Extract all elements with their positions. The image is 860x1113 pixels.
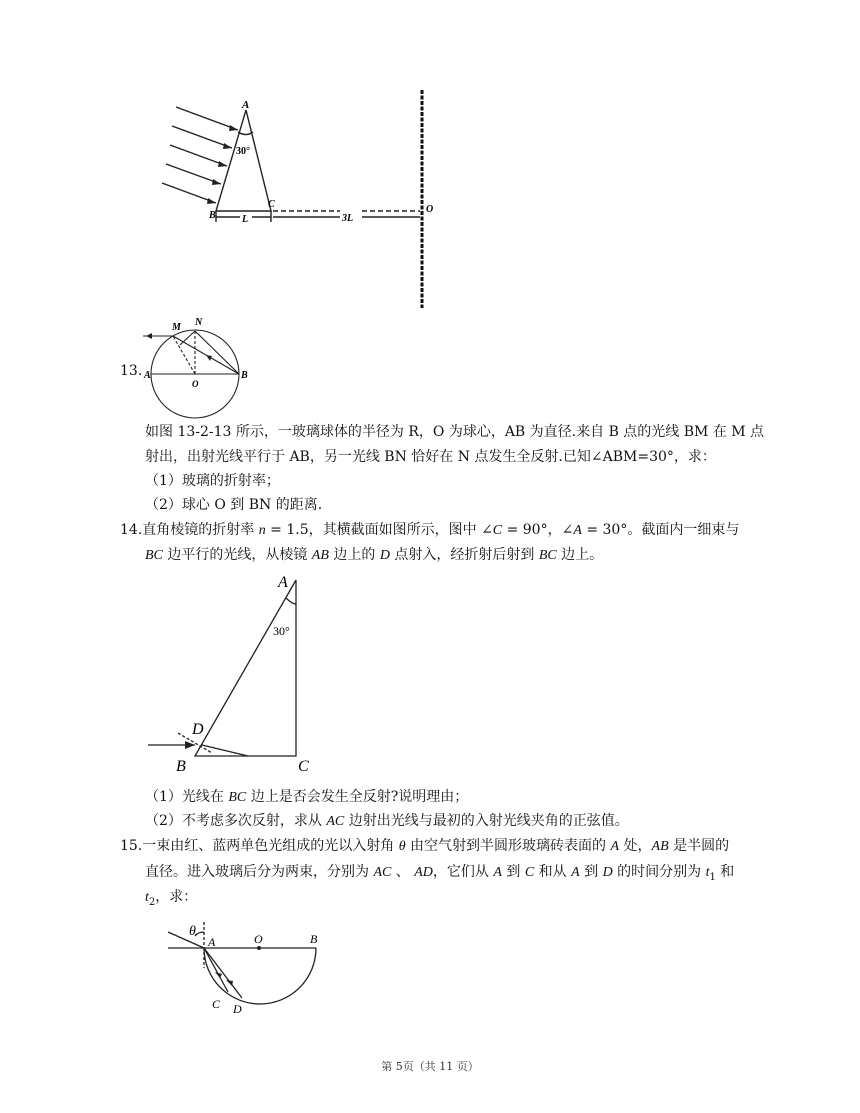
q14-label-B: B (176, 758, 186, 775)
prism-screen-figure (150, 80, 450, 315)
q14-label-C: C (298, 758, 309, 775)
prism-label-O: O (426, 204, 434, 215)
q13-label-M: M (172, 322, 181, 333)
q15-label-B: B (310, 932, 318, 946)
prism-label-A: A (242, 99, 250, 111)
q13-number: 13. (120, 363, 143, 379)
prism-label-L: L (242, 214, 249, 225)
q15-semicircle-figure (160, 918, 335, 1018)
q15-line2: 直径。进入玻璃后分为两束，分别为 AC 、 AD，它们从 A 到 C 和从 A 到 D 的时间分别为 $t_1$ 和 (145, 864, 735, 883)
prism-label-C: C (268, 199, 275, 210)
q14-label-A: A (278, 574, 288, 591)
q13-sphere-figure (140, 312, 255, 422)
q13-label-B: B (241, 370, 248, 381)
q14-sub2: （2）不考虑多次反射，求从 AC 边射出光线与最初的入射光线夹角的正弦值。 (145, 813, 629, 829)
q14-sub1: （1）光线在 BC 边上是否会发生全反射?说明理由； (145, 789, 469, 805)
page-footer: 第 5页（共 11 页） (381, 1060, 479, 1073)
prism-angle: 30° (236, 146, 250, 157)
q13-line2: 射出，出射光线平行于 AB，另一光线 BN 恰好在 N 点发生全反射.已知∠ABM=30°，求： (145, 449, 716, 465)
prism-label-B: B (209, 210, 216, 221)
q14-number: 14. (120, 522, 143, 538)
q13-label-A: A (144, 370, 151, 381)
q15-line3: $t_2$，求： (145, 889, 198, 908)
q13-label-N: N (195, 317, 203, 328)
q15-label-D: D (233, 1002, 242, 1016)
q14-triangle-figure (140, 570, 330, 780)
q14-angle: 30° (273, 624, 290, 638)
q15-label-C: C (212, 997, 221, 1011)
q13-label-O: O (192, 379, 199, 389)
q15-number: 15. (120, 838, 143, 854)
q15-label-A: A (208, 935, 216, 949)
q13-line1: 如图 13-2-13 所示，一玻璃球体的半径为 R，O 为球心，AB 为直径.来自 B 点的光线 BM 在 M 点 (145, 424, 765, 440)
q15-label-O: O (254, 932, 263, 946)
prism-label-3L: 3L (342, 213, 354, 224)
q15-line1: 15.一束由红、蓝两单色光组成的光以入射角 θ 由空气射到半圆形玻璃砖表面的 A 处，AB 是半圆的 (120, 838, 730, 854)
q13-sub2: （2）球心 O 到 BN 的距离. (145, 497, 323, 513)
q14-line1: 14.直角棱镜的折射率 n = 1.5，其横截面如图所示，图中 ∠C = 90°，∠A = 30°。截面内一细束与 (120, 522, 740, 538)
q14-line2: BC 边平行的光线，从棱镜 AB 边上的 D 点射入，经折射后射到 BC 边上。 (145, 547, 604, 563)
q15-label-theta: θ (189, 924, 196, 939)
q14-label-D: D (192, 721, 204, 738)
q13-sub1: （1）玻璃的折射率； (145, 473, 280, 489)
